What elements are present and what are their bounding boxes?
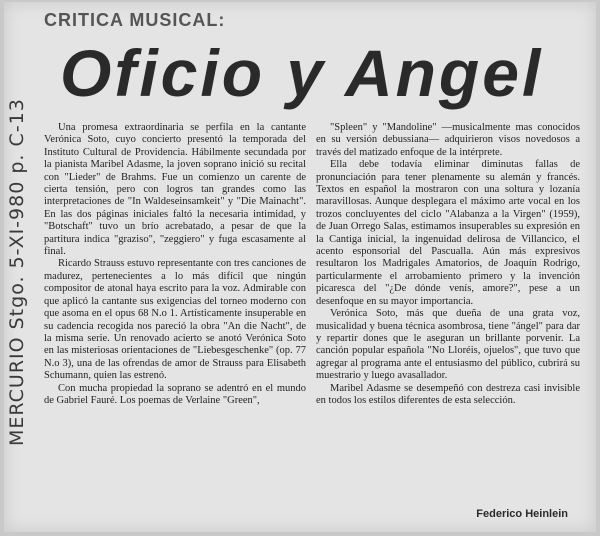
right-paragraph-3: Verónica Soto, más que dueña de una grata voz, musicalidad y buena técnica asombrosa, tiene "ángel" para dar y repartir dones que le aseguran un brillante porvenir. La canción popular española "No Lloréis, ojuelos", que tuvo que agregar al programa ante el entusiasmo del público, cubrirá su muestrario y luego avasallador. [316, 308, 580, 382]
author-byline: Federico Heinlein [476, 508, 568, 520]
section-label: CRITICA MUSICAL: [44, 10, 226, 30]
right-paragraph-2: Ella debe todavía eliminar diminutas fallas de pronunciación para tener plenamente su alemán y francés. Textos en español la mostraron con una soltura y lozanía maravillosas. Aunque desplegara el máximo arte vocal en los trozos concluyentes del ciclo "Alabanza a la Virgen" (1959), de Juan Orrego Salas, estimamos insuperables su expresión en la Cantiga inicial, la ingenuidad delirosa de Villancico, el acento esponsorial del Pascualla. Aún más expresivos resultaron los Madrigales Amatorios, de Joaquín Rodrigo, particularmente el arrobamiento primero y la invención picaresca del "¿De dónde venís, amore?", pese a un desenfoque en su mayor importancia. [316, 159, 580, 307]
newspaper-clipping [4, 2, 596, 532]
handwritten-margin-note: MERCURIO Stgo. 5-XI-980 p. C-13 [6, 98, 28, 446]
right-paragraph-1: "Spleen" y "Mandoline" —musicalmente mas conocidos en su versión debussiana— adquirieron visos novedosos a través del matizado enfoque de la intérprete. [316, 122, 580, 158]
right-paragraph-4: Maribel Adasme se desempeñó con destreza casi invisible en todos los estilos diferentes de esta selección. [316, 382, 580, 406]
left-paragraph-1: Una promesa extraordinaria se perfila en la cantante Verónica Soto, cuyo concierto presentó la temporada del Instituto Cultural de Providencia. Hábilmente secundada por la pianista Maribel Adasme, la joven soprano inició su recital con "Lieder" de Brahms. Fue un comienzo un carente de cierta tensión, pero con logros tan grandes como las interpretaciones de "In Waldeseinsamkeit" y "Die Mainacht". En las dos páginas iniciales faltó la necesaria intimidad, y "Botschaft" tuvo un brío acrebatado, a pesar de que la partitura indica "graziso", "zeggiero" y fuga escasamente al final. [44, 122, 306, 258]
left-column [44, 122, 306, 522]
left-paragraph-3: Con mucha propiedad la soprano se adentró en el mundo de Gabriel Fauré. Los poemas de Verlaine "Green", [44, 382, 306, 406]
headline: Oficio y Angel [60, 36, 544, 110]
right-column [316, 122, 580, 502]
left-paragraph-2: Ricardo Strauss estuvo representante con tres canciones de madurez, pertenecientes a lo más difícil que ningún compositor de atonal haya escrito para la voz. Admirable con que aplicó la cantante sus exigencias del torneo moderno con que asoma en el opus 68 N.o 1. Artísticamente insuperable en su cadencia recogida nos pareció la obra "An die Nacht", de la misma serie. Un renovado acierto se anotó Verónica Soto en las misteriosas orientaciones de "Liebesgeschenke" (op. 77 N.o 3), una de las ofrendas de amor de Strauss para Elisabeth Schumann, quien las estrenó. [44, 258, 306, 382]
